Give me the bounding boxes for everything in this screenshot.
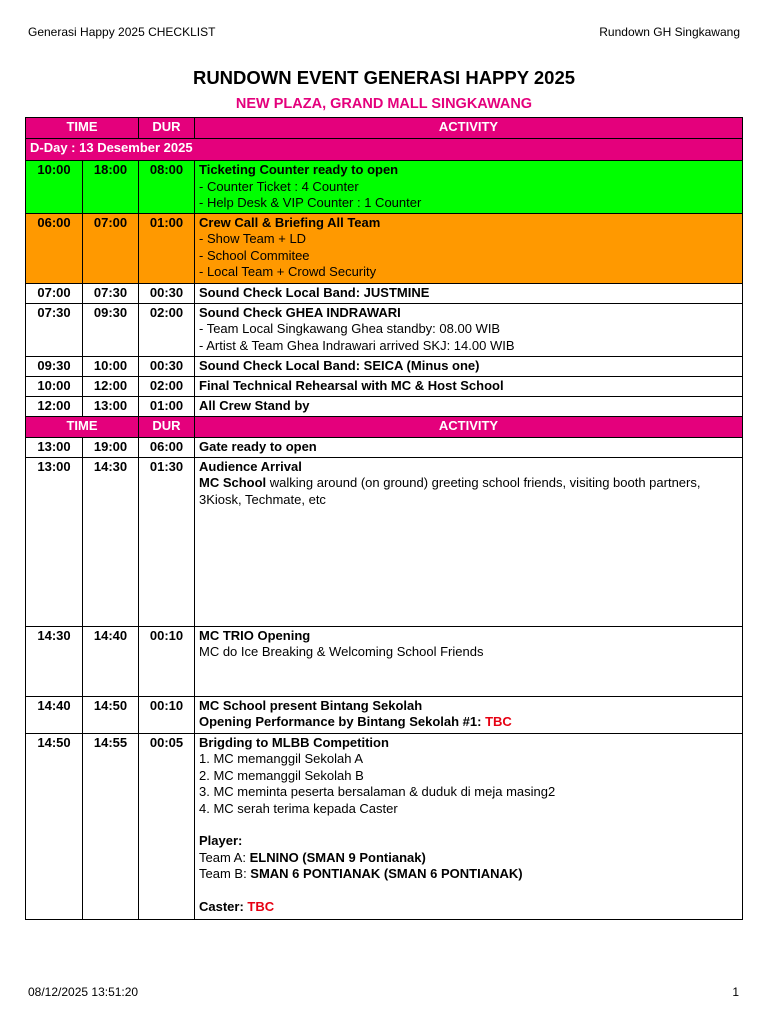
start-time: 07:00 [26,283,83,303]
end-time: 10:00 [83,356,139,376]
end-time: 13:00 [83,396,139,416]
end-time: 07:00 [83,213,139,283]
activity-title: MC School present Bintang Sekolah [199,697,423,713]
end-time: 14:55 [83,733,139,919]
activity-line: - Show Team + LD [199,231,307,246]
activity-title: All Crew Stand by [195,396,743,416]
duration: 01:30 [139,457,195,626]
activity-title: Final Technical Rehearsal with MC & Host School [195,376,743,396]
table-row [26,733,743,919]
activity-title: Gate ready to open [195,437,743,457]
start-time: 13:00 [26,457,83,626]
duration: 01:00 [139,396,195,416]
page-subtitle: NEW PLAZA, GRAND MALL SINGKAWANG [235,96,533,112]
activity-title: MC TRIO Opening [199,627,311,643]
team-a-name: ELNINO (SMAN 9 Pontianak) [249,849,426,865]
duration: 08:00 [139,161,195,214]
activity-line: - Counter Ticket : 4 Counter [199,178,359,194]
start-time: 12:00 [26,396,83,416]
document-header-sheet-name: Rundown GH Singkawang [599,25,740,39]
table-row [26,437,743,457]
table-row [26,396,743,416]
duration: 00:05 [139,733,195,919]
activity-line [199,714,738,731]
activity-title: Sound Check Local Band: SEICA (Minus one) [195,356,743,376]
start-time: 10:00 [26,376,83,396]
activity-line: - Artist & Team Ghea Indrawari arrived SKJ: 14.00 WIB [199,337,515,353]
end-time: 18:00 [83,161,139,214]
opening-performance-text: Opening Performance by Bintang Sekolah #1: [199,714,486,729]
column-header-time: TIME [26,118,139,139]
activity-cell [195,696,743,733]
activity-title: Sound Check GHEA INDRAWARI [199,304,401,320]
page-number: 1 [732,985,739,999]
day-label: D-Day : 13 Desember 2025 [26,139,743,161]
activity-title: Brigding to MLBB Competition [199,734,389,750]
activity-cell [195,303,743,356]
document-header-title: Generasi Happy 2025 CHECKLIST [28,25,216,39]
end-time: 07:30 [83,283,139,303]
activity-cell [195,457,743,626]
start-time: 13:00 [26,437,83,457]
caster-tbc: TBC [247,898,275,914]
column-header-activity: ACTIVITY [195,416,743,437]
start-time: 06:00 [26,213,83,283]
activity-line [199,475,738,508]
activity-cell [195,733,743,919]
activity-line: - Team Local Singkawang Ghea standby: 08.00 WIB [199,321,501,336]
table-header-row [26,118,743,139]
start-time: 14:50 [26,733,83,919]
page-title: RUNDOWN EVENT GENERASI HAPPY 2025 [192,67,576,88]
end-time: 14:30 [83,457,139,626]
table-row [26,626,743,696]
end-time: 19:00 [83,437,139,457]
duration: 02:00 [139,376,195,396]
start-time: 07:30 [26,303,83,356]
table-row [26,303,743,356]
duration: 00:10 [139,696,195,733]
duration: 00:30 [139,283,195,303]
duration: 00:30 [139,356,195,376]
end-time: 14:50 [83,696,139,733]
end-time: 12:00 [83,376,139,396]
end-time: 09:30 [83,303,139,356]
start-time: 10:00 [26,161,83,214]
end-time: 14:40 [83,626,139,696]
activity-line: MC do Ice Breaking & Welcoming School Friends [199,644,484,659]
team-b-name: SMAN 6 PONTIANAK (SMAN 6 PONTIANAK) [250,866,523,881]
column-header-dur: DUR [139,416,195,437]
activity-title: Sound Check Local Band: JUSTMINE [195,283,743,303]
tbc-badge: TBC [485,714,512,729]
activity-line: - Local Team + Crowd Security [199,264,377,279]
start-time: 09:30 [26,356,83,376]
duration: 00:10 [139,626,195,696]
rundown-table [25,117,743,920]
team-a-line: Team A: ELNINO (SMAN 9 Pontianak) [199,849,426,865]
player-label: Player: [199,833,243,848]
mc-school-label: MC School [199,475,267,490]
table-row [26,457,743,626]
print-timestamp: 08/12/2025 13:51:20 [28,985,139,999]
activity-line: 2. MC memanggil Sekolah B [199,767,364,783]
day-row [26,139,743,161]
column-header-activity: ACTIVITY [195,118,743,139]
activity-cell [195,213,743,283]
activity-text: walking around (on ground) greeting school friends, visiting booth partners, 3Kiosk, Techmate, etc [199,475,701,507]
activity-title: Ticketing Counter ready to open [199,162,399,177]
table-row [26,356,743,376]
table-row [26,213,743,283]
table-row [26,283,743,303]
duration: 06:00 [139,437,195,457]
activity-cell [195,626,743,696]
duration: 02:00 [139,303,195,356]
activity-line: 1. MC memanggil Sekolah A [199,751,364,766]
column-header-dur: DUR [139,118,195,139]
activity-line: - Help Desk & VIP Counter : 1 Counter [199,195,422,210]
team-b-line: Team B: SMAN 6 PONTIANAK (SMAN 6 PONTIANAK) [199,866,523,881]
table-row [26,376,743,396]
activity-title: Audience Arrival [199,458,302,474]
start-time: 14:40 [26,696,83,733]
activity-line: - School Commitee [199,247,310,263]
activity-line: 3. MC meminta peserta bersalaman & duduk di meja masing2 [199,784,556,799]
caster-line: Caster: TBC [199,898,275,914]
start-time: 14:30 [26,626,83,696]
duration: 01:00 [139,213,195,283]
activity-title: Crew Call & Briefing All Team [199,214,381,230]
column-header-time: TIME [26,416,139,437]
activity-cell [195,161,743,214]
activity-line: 4. MC serah terima kepada Caster [199,800,398,816]
table-row [26,696,743,733]
table-header-row [26,416,743,437]
table-row [26,161,743,214]
